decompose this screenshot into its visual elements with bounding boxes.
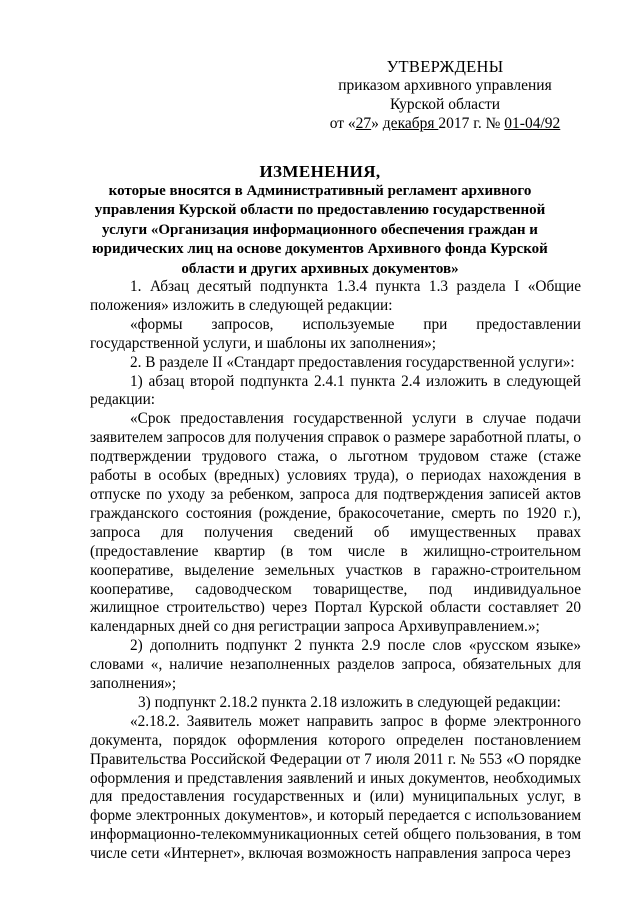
paragraph: 1) абзац второй подпункта 2.4.1 пункта 2.4 изложить в следующей редакции: [90, 372, 581, 409]
approved-heading: УТВЕРЖДЕНЫ [386, 57, 504, 76]
approval-order-line: приказом архивного управления [338, 77, 552, 94]
paragraph: 3) подпункт 2.18.2 пункта 2.18 изложить в следующей редакции: [138, 693, 561, 711]
paragraph: 1. Абзац десятый подпункта 1.3.4 пункта 1.3 раздела I «Общие положения» изложить в следующей редакции: [90, 278, 581, 314]
title-main: ИЗМЕНЕНИЯ, [259, 162, 381, 181]
approval-date-line [300, 114, 590, 133]
paragraph: 2) дополнить подпункт 2 пункта 2.9 после слов «русском языке» словами «, наличие незаполненных разделов запроса, обязательных для заполнения»; [90, 637, 581, 693]
date-day: 27 [355, 115, 372, 132]
paragraph: 2. В разделе II «Стандарт предоставления государственной услуги»: [130, 353, 575, 371]
document-body [90, 278, 581, 864]
date-year: 2017 г. № [438, 115, 505, 132]
approval-region-line: Курской области [389, 96, 501, 113]
date-prefix: от « [329, 115, 356, 132]
approval-stamp [300, 57, 590, 133]
date-mid: » [371, 115, 383, 132]
paragraph: «2.18.2. Заявитель может направить запрос в форме электронного документа, порядок оформления которого определен постановлением Правительства Российской Федерации от 7 июля 2011 г. № 553 «О порядке оформления и представления заявлений и иных документов, необходимых для предоставления государственных и (или) муниципальных услуг, в форме электронных документов», и который передается с использованием информационно-телекоммуникационных сетей общего пользования, в том числе сети «Интернет», включая возможность направления запроса через [90, 712, 581, 863]
title-subtitle: которые вносятся в Административный регламент архивного управления Курской области по предоставлению государственной услуги «Организация информационного обеспечения граждан и юридических лиц на основе документов Архивного фонда Курской области и других архивных документов» [92, 182, 548, 277]
document-title [80, 162, 560, 279]
order-number: 01-04/92 [504, 115, 561, 132]
paragraph: «формы запросов, используемые при предоставлении государственной услуги, и шаблоны их заполнения»; [90, 315, 581, 352]
paragraph: «Срок предоставления государственной услуги в случае подачи заявителем запросов для получения справок о размере заработной платы, о подтверждении трудового стажа, о льготном трудовом стаже (стаже работы в особых (вредных) условиях труда), о периодах нахождения в отпуске по уходу за ребенком, запроса для подтверждения записей актов гражданского состояния (рождение, бракосочетание, смерть по 1920 г.), запроса для получения сведений об имущественных правах (предоставление квартир (в том числе в жилищно-строительном кооперативе, выделение земельных участков в гаражно-строительном кооперативе, садоводческом товариществе, под индивидуальное жилищное строительство) через Портал Курской области составляет 20 календарных дней со дня регистрации запроса Архивуправлением.»; [90, 410, 581, 636]
date-month: декабря [382, 115, 439, 132]
